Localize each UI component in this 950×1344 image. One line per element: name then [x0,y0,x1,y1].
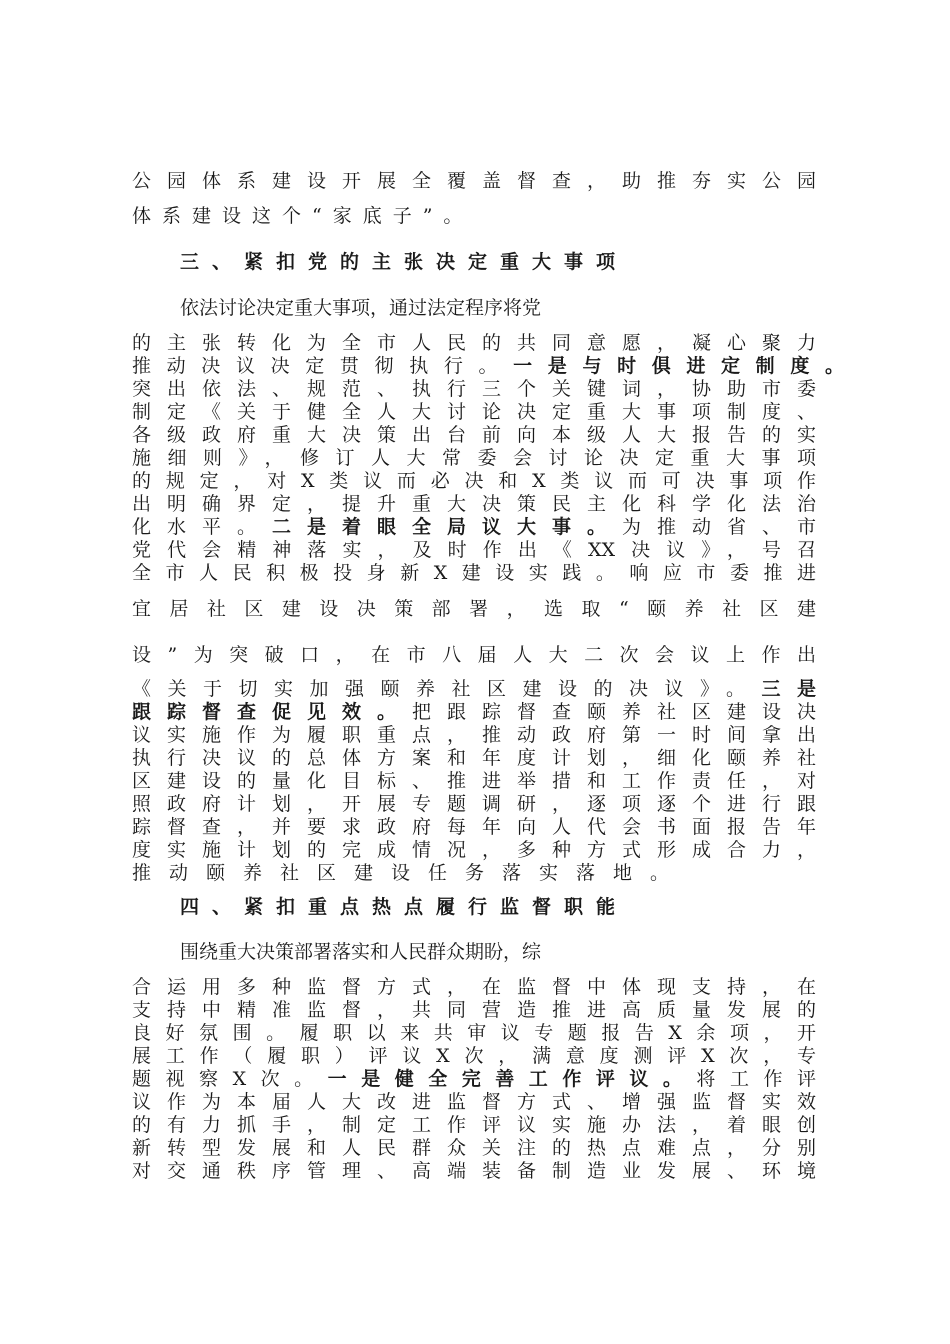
text-line: 制定《关于健全人大讨论决定重大事项制度、 [132,401,816,423]
text-line: 踪督查，并要求政府每年向人代会书面报告年 [132,816,816,838]
text-run: 推动决议决定贯彻执行。 [132,355,514,377]
text-run: 《关于切实加强颐养社区建设的决议》。 [132,678,762,700]
text-line: 的规定，对X类议而必决和X类议而可决事项作 [132,470,816,492]
text-run: 将工作评 [696,1068,816,1090]
text-line: 体系建设这个“家底子”。 [132,205,474,227]
text-line: 议作为本届人大改进监督方式、增强监督实效 [132,1091,816,1113]
text-run: 把跟踪督查颐养社区建设决 [412,701,816,723]
emphasis-text: 跟踪督查促见效。 [132,701,412,723]
text-line: 执行决议的总体方案和年度计划，细化颐养社 [132,747,816,769]
text-line: 设”为突破口，在市八届人大二次会议上作出 [132,644,816,666]
text-line: 议实施作为履职重点，推动政府第一时间拿出 [132,724,816,746]
text-line: 支持中精准监督，共同营造推进高质量发展的 [132,999,816,1021]
text-line: 对交通秩序管理、高端装备制造业发展、环境 [132,1160,816,1182]
text-line: 宜居社区建设决策部署，选取“颐养社区建 [132,598,816,620]
section-heading: 三、紧扣党的主张决定重大事项 [180,251,629,273]
text-line: 全市人民积极投身新X建设实践。响应市委推进 [132,562,816,584]
text-line: 的主张转化为全市人民的共同意愿，凝心聚力 [132,332,816,354]
text-line: 照政府计划，开展专题调研，逐项逐个进行跟 [132,793,816,815]
text-line: 区建设的量化目标、推进举措和工作责任，对 [132,770,816,792]
text-run: 为推动省、市 [621,516,816,538]
text-line: 良好氛围。履职以来共审议专题报告X余项，开 [132,1022,816,1044]
text-line: 围绕重大决策部署落实和人民群众期盼，综 [180,941,542,963]
text-line [132,677,816,701]
text-line: 出明确界定，提升重大决策民主化科学化法治 [132,493,816,515]
text-line: 合运用多种监督方式，在监督中体现支持，在 [132,976,816,998]
text-line [132,354,844,378]
emphasis-text: 三是 [761,678,816,700]
text-line [132,515,816,539]
text-line: 党代会精神落实，及时作出《XX决议》，号召 [132,539,816,561]
emphasis-text: 一是与时俱进定制度。 [513,355,844,377]
text-line: 度实施计划的完成情况，多种方式形成合力， [132,839,816,861]
text-run: 题视察X次。 [132,1068,328,1090]
text-line: 突出依法、规范、执行三个关键词，协助市委 [132,378,816,400]
text-line: 公园体系建设开展全覆盖督查，助推夯实公园 [132,170,816,192]
text-line [132,700,816,724]
text-line: 新转型发展和人民群众关注的热点难点，分别 [132,1137,816,1159]
text-line: 展工作（履职）评议X次，满意度测评X次，专 [132,1045,816,1067]
text-line: 推动颐养社区建设任务落实落地。 [132,862,688,884]
text-line: 施细则》，修订人大常委会讨论决定重大事项 [132,447,816,469]
text-line: 依法讨论决定重大事项，通过法定程序将党 [180,297,542,319]
text-line: 各级政府重大决策出台前向本级人大报告的实 [132,424,816,446]
text-line: 的有力抓手，制定工作评议实施办法，着眼创 [132,1114,816,1136]
text-run: 化水平。 [132,516,272,538]
emphasis-text: 二是着眼全局议大事。 [272,516,622,538]
emphasis-text: 一是健全完善工作评议。 [327,1068,697,1090]
text-line [132,1067,816,1091]
section-heading: 四、紧扣重点热点履行监督职能 [180,896,629,918]
